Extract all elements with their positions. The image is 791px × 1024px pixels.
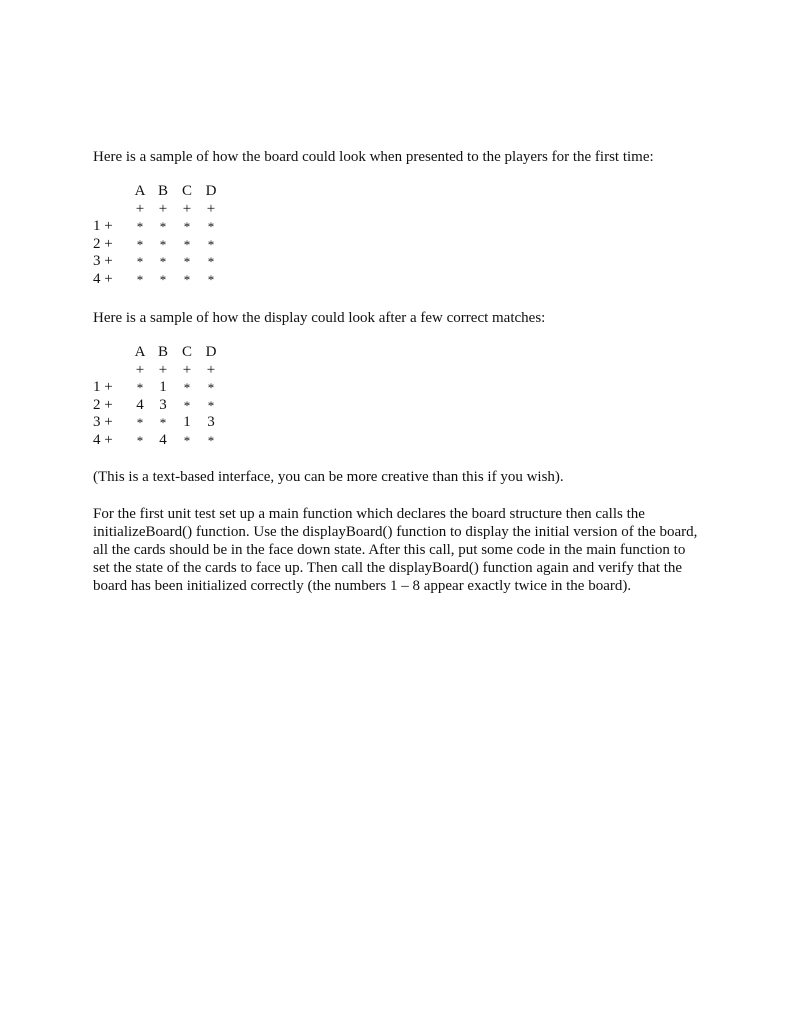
board-cell: * — [207, 219, 215, 235]
row-label: 4 + — [93, 431, 113, 448]
board-row — [93, 236, 233, 254]
row-label: 4 + — [93, 270, 113, 287]
column-label: D — [205, 183, 217, 199]
board-cell: * — [159, 254, 167, 270]
board-cell: * — [183, 271, 191, 287]
column-label: D — [205, 344, 217, 360]
column-marker: + — [206, 200, 216, 217]
board-cell: * — [207, 271, 215, 287]
intro-first-paragraph: Here is a sample of how the board could look when presented to the players for the first time: — [93, 149, 654, 165]
row-label: 2 + — [93, 396, 113, 413]
board-cell: * — [159, 271, 167, 287]
board-cell: * — [136, 236, 144, 252]
row-label: 2 + — [93, 235, 113, 252]
board-cell: * — [136, 219, 144, 235]
column-label: A — [134, 183, 146, 199]
note-paragraph: (This is a text-based interface, you can be more creative than this if you wish). — [93, 469, 564, 485]
board-cell: * — [183, 236, 191, 252]
board-cell: * — [183, 254, 191, 270]
board-marker-row — [93, 201, 233, 219]
board-cell: * — [183, 397, 191, 413]
board-cell: 1 — [159, 379, 167, 396]
board-cell: 3 — [207, 414, 215, 431]
column-label: B — [157, 344, 168, 360]
board-cell: * — [183, 219, 191, 235]
board-row — [93, 397, 233, 415]
board-cell: 4 — [159, 431, 167, 448]
column-marker: + — [182, 361, 192, 378]
board-cell: * — [136, 254, 144, 270]
board-cell: * — [136, 380, 144, 396]
column-marker: + — [135, 361, 145, 378]
column-label: C — [181, 183, 192, 199]
row-label: 1 + — [93, 379, 113, 396]
board-marker-row — [93, 362, 233, 380]
board-cell: * — [136, 271, 144, 287]
board-cell: * — [136, 415, 144, 431]
board-cell: * — [159, 415, 167, 431]
board-cell: 4 — [136, 396, 144, 413]
column-label: C — [181, 344, 192, 360]
board-cell: * — [207, 397, 215, 413]
board-cell: * — [183, 432, 191, 448]
board-cell: * — [159, 219, 167, 235]
column-label: B — [157, 183, 168, 199]
row-label: 1 + — [93, 218, 113, 235]
board-row — [93, 253, 233, 271]
unit-test-paragraph: For the first unit test set up a main function which declares the board structure then calls the initializeBoard() function. Use the displayBoard() function to display the initial version of the board, all the cards should be in the face down state. After this call, put some code in the main function to set the state of the cards to face up. Then call the displayBoard() function again and verify that the board has been initialized correctly (the numbers 1 – 8 appear exactly twice in the board). — [93, 506, 698, 594]
column-marker: + — [182, 200, 192, 217]
board-row — [93, 218, 233, 236]
board-row — [93, 414, 233, 432]
board-cell: 3 — [159, 396, 167, 413]
board-cell: * — [183, 380, 191, 396]
intro-second-paragraph: Here is a sample of how the display could look after a few correct matches: — [93, 310, 546, 326]
board-row — [93, 379, 233, 397]
row-label: 3 + — [93, 253, 113, 270]
board-header-row — [93, 183, 233, 201]
board-cell: 1 — [183, 414, 191, 431]
row-label: 3 + — [93, 414, 113, 431]
board-cell: * — [207, 236, 215, 252]
column-marker: + — [158, 361, 168, 378]
column-marker: + — [206, 361, 216, 378]
board-cell: * — [159, 236, 167, 252]
board-row — [93, 432, 233, 450]
column-marker: + — [158, 200, 168, 217]
board-cell: * — [207, 432, 215, 448]
board-cell: * — [207, 380, 215, 396]
board-header-row — [93, 344, 233, 362]
initial-board — [93, 183, 233, 289]
column-marker: + — [135, 200, 145, 217]
column-label: A — [134, 344, 146, 360]
matched-board — [93, 344, 233, 450]
board-cell: * — [136, 432, 144, 448]
board-row — [93, 271, 233, 289]
board-cell: * — [207, 254, 215, 270]
